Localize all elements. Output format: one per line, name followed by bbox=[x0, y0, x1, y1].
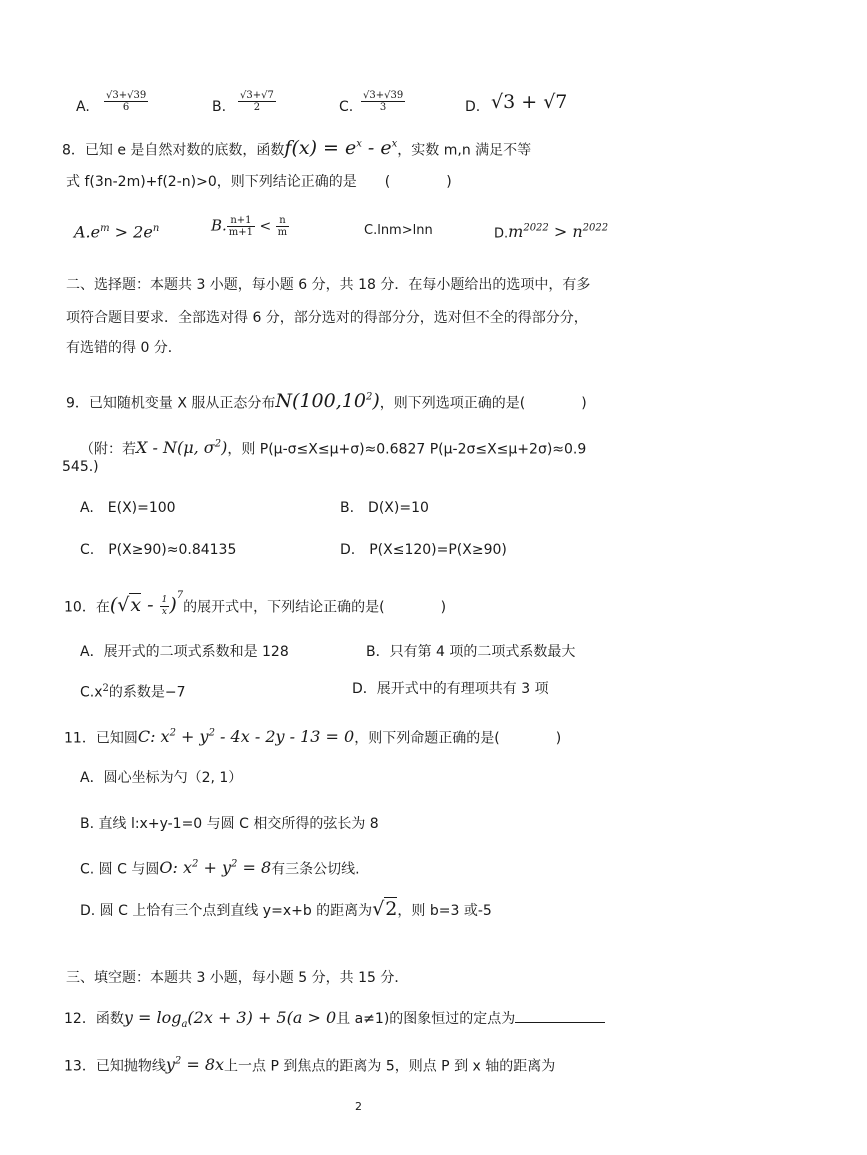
q9-option-d: D. P(X≤120)=P(X≥90) bbox=[340, 542, 507, 558]
q12-answer-blank[interactable] bbox=[515, 1008, 605, 1023]
section2-instructions-line2: 项符合题目要求．全部选对得 6 分，部分选对的得部分分，选对但不全的得部分分， bbox=[66, 310, 588, 326]
section2-instructions-line1: 二、选择题：本题共 3 小题，每小题 6 分，共 18 分．在每小题给出的选项中，有多 bbox=[66, 277, 591, 293]
q11-option-b: B. 直线 l:x+y-1=0 与圆 C 相交所得的弦长为 8 bbox=[80, 816, 379, 832]
q10-stem: 10．在(√x - $\frac{1}{x}$ )$^7$的展开式中，下列结论正确的是( ) bbox=[64, 590, 447, 617]
q10-option-c: $C.x^2$的系数是−7 bbox=[80, 683, 186, 701]
q8-stem-line2: 式 f(3n-2m)+f(2-n)>0，则下列结论正确的是 ( ) bbox=[66, 174, 452, 190]
q10-option-d: D．展开式中的有理项共有 3 项 bbox=[352, 681, 549, 697]
q10-option-b: B．只有第 4 项的二项式系数最大 bbox=[366, 644, 576, 660]
section3-instructions: 三、填空题：本题共 3 小题，每小题 5 分，共 15 分． bbox=[66, 970, 409, 986]
q12-stem: 12．函数$y = \log_a(2x + 3) + 5(a > 0$且 a≠1)的图象恒过的定点为 bbox=[64, 1008, 605, 1035]
q7-option-b-fraction: $\frac{√3+√7}{2}$ bbox=[240, 90, 274, 113]
q9-option-c: C. P(X≥90)≈0.84135 bbox=[80, 542, 237, 558]
q9-option-b: B. D(X)=10 bbox=[340, 500, 429, 516]
q9-stem: 9．已知随机变量 X 服从正态分布N(100,10$^2$)，则下列选项正确的是( ) bbox=[66, 390, 587, 413]
q13-stem: 13．已知抛物线$y^2 = 8x$上一点 P 到焦点的距离为 5，则点 P 到 x 轴的距离为 bbox=[64, 1055, 556, 1075]
q11-option-a: A．圆心坐标为勺（2, 1） bbox=[80, 770, 243, 786]
q7-option-d-expression: √3 + √7 bbox=[491, 91, 568, 113]
q7-option-b-label: B. bbox=[212, 99, 227, 115]
q9-option-a: A. E(X)=100 bbox=[80, 500, 176, 516]
section2-instructions-line3: 有选错的得 0 分． bbox=[66, 340, 182, 356]
q7-option-a-label: A. bbox=[76, 99, 90, 115]
q7-option-a-fraction: $\frac{√3+√39}{6}$ bbox=[106, 90, 147, 113]
q7-option-c-fraction: $\frac{√3+√39}{3}$ bbox=[363, 90, 404, 113]
q11-option-c: C. 圆 C 与圆O: $x^2 + y^2 = 8$有三条公切线. bbox=[80, 858, 360, 878]
q11-circle-equation: C: $x^2 + y^2 - 4x - 2y - 13 = 0$ bbox=[137, 727, 355, 747]
page-number: 2 bbox=[355, 1100, 362, 1113]
q7-option-d-label: D. bbox=[465, 99, 481, 115]
q8-stem-line1: 8．已知 e 是自然对数的底数，函数$f(x) = e^x - e^x$，实数 m,n 满足不等 bbox=[62, 137, 532, 160]
q11-stem: 11．已知圆C: $x^2 + y^2 - 4x - 2y - 13 = 0$，则下列命题正确的是( ) bbox=[64, 727, 562, 747]
q9-note-line2: 545.) bbox=[62, 459, 99, 475]
q10-option-a: A．展开式的二项式系数和是 128 bbox=[80, 644, 289, 660]
q8-option-d: $D.m^{2022} > n^{2022}$ bbox=[494, 222, 609, 242]
q8-option-a: $A.e^m > 2e^n$ bbox=[74, 222, 160, 242]
q10-binomial: (√x - $\frac{1}{x}$ )$^7$ bbox=[109, 590, 184, 617]
q9-note-line1: （附：若X - N(μ, $\sigma^2$)，则 P(μ-σ≤X≤μ+σ)≈0.6827 P(μ-2σ≤X≤μ+2σ)≈0.9 bbox=[80, 438, 587, 458]
q8-option-c: C.lnm>lnn bbox=[364, 223, 433, 238]
q8-option-b: B. $\frac{n+1}{m+1}$ < $\frac{n}{m}$ bbox=[211, 215, 288, 238]
q7-option-c-label: C. bbox=[339, 99, 354, 115]
q11-option-d: D. 圆 C 上恰有三个点到直线 y=x+b 的距离为√2，则 b=3 或-5 bbox=[80, 898, 492, 920]
q12-function: $y = \log_a(2x + 3) + 5(a > 0$ bbox=[123, 1008, 337, 1031]
q8-function: $f(x) = e^x - e^x$ bbox=[284, 137, 398, 160]
